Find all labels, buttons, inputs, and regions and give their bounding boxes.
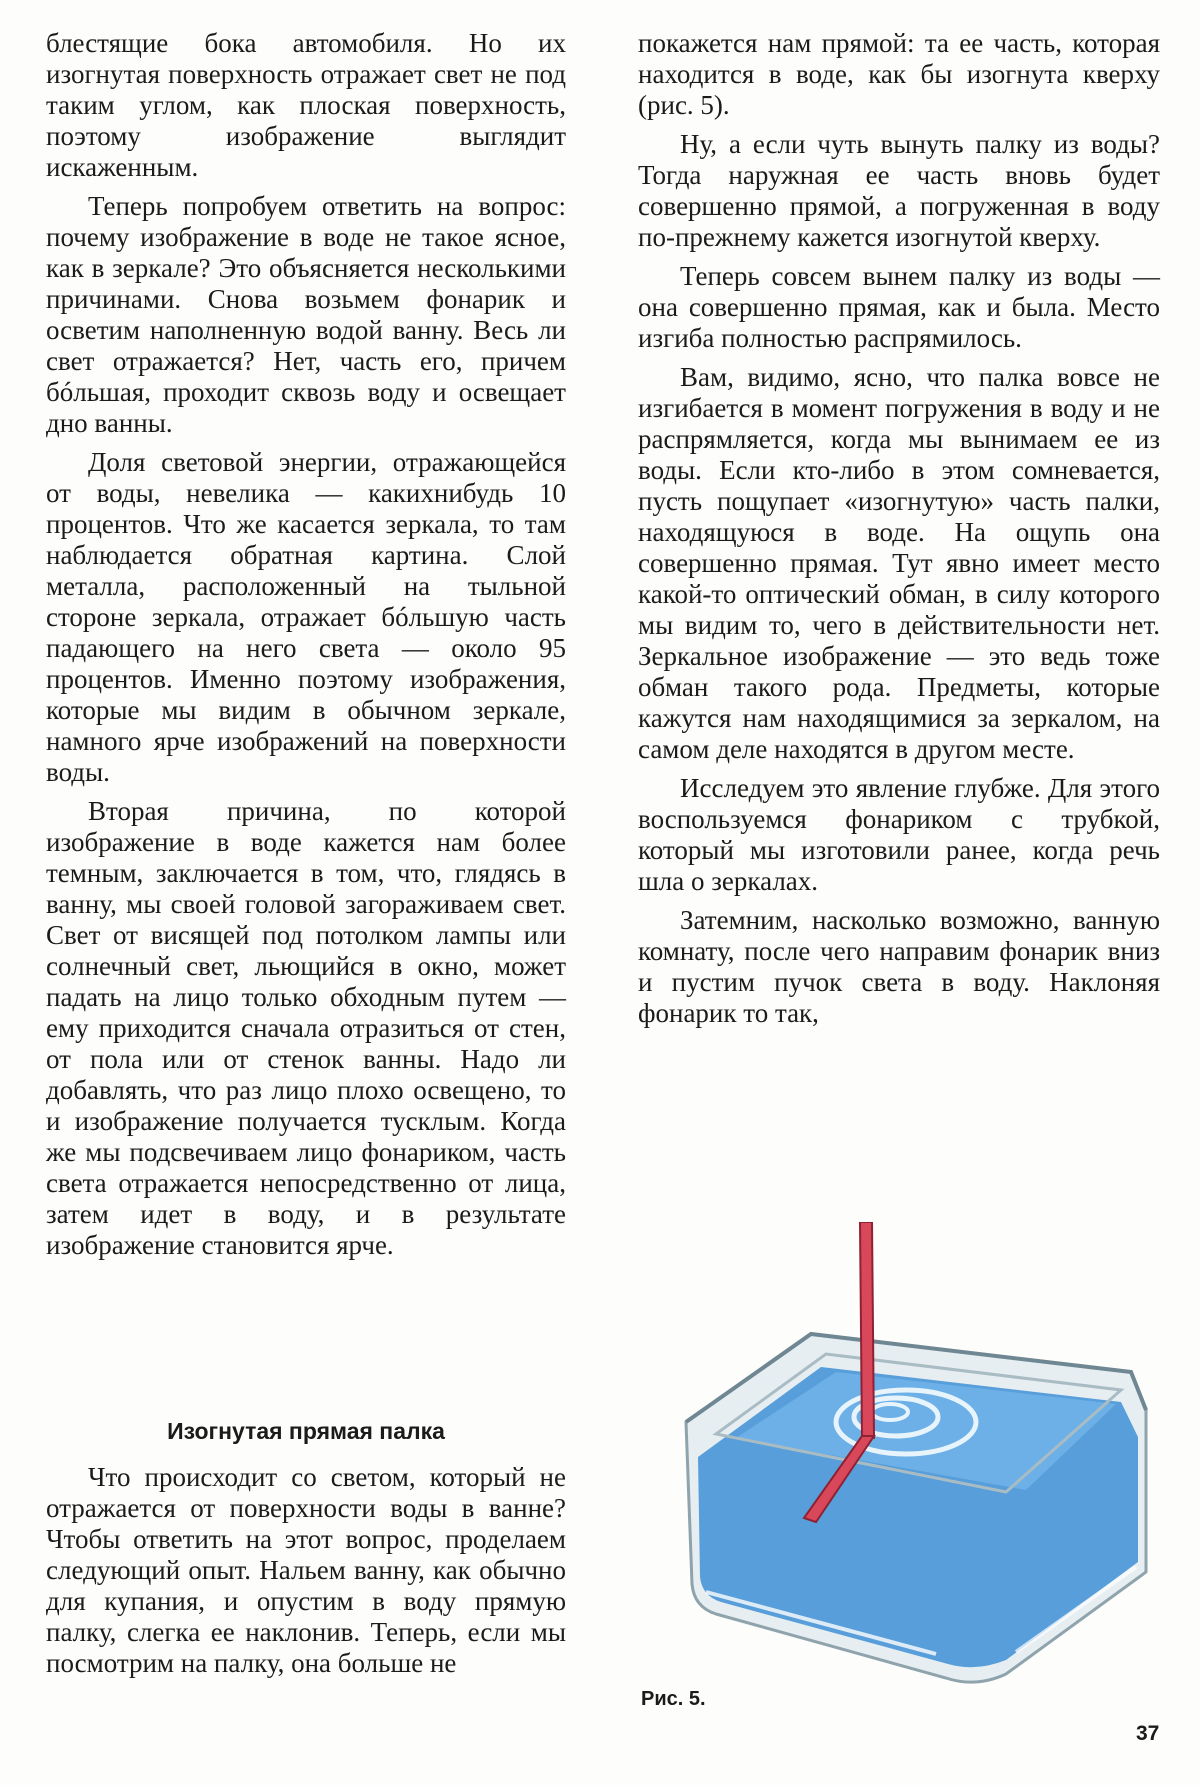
paragraph: Исследуем это явление глубже. Для этого воспользуемся фонариком с трубкой, который мы изготовили ранее, когда речь шла о зеркалах. [638, 773, 1160, 896]
paragraph: Ну, а если чуть вынуть палку из воды? Тогда наружная ее часть вновь будет совершенно прямой, а погруженная в воду по-прежнему кажется изогнутой кверху. [638, 129, 1160, 252]
paragraph: Затемним, насколько возможно, ванную комнату, после чего направим фонарик вниз и пустим пучок света в воду. Наклоняя фонарик то так, [638, 905, 1160, 1028]
paragraph: покажется нам прямой: та ее часть, которая находится в воде, как бы изогнута кверху (рис. 5). [638, 28, 1160, 120]
page-number: 37 [1136, 1722, 1160, 1745]
paragraph: Доля световой энергии, отражающейся от воды, невелика — какихнибудь 10 процентов. Что же касается зеркала, то там наблюдается обратная картина. Слой металла, расположенный на тыльной стороне зеркала, отражает бóльшую часть падающего на него света — около 95 процентов. Именно поэтому изображения, которые мы видим в обычном зеркале, намного ярче изображений на поверхности воды. [46, 447, 566, 787]
left-column [46, 28, 566, 1269]
section-heading: Изогнутая прямая палка [167, 1418, 445, 1444]
paragraph: Вам, видимо, ясно, что палка вовсе не изгибается в момент погружения в воду и не распрямляется, когда мы вынимаем ее из воды. Если кто-либо в этом сомневается, пусть пощупает «изогнутую» часть палки, находящуюся в воде. На ощупь она совершенно прямая. Тут явно имеет место какой-то оптический обман, в силу которого мы видим то, чего в действительности нет. Зеркальное изображение — это ведь тоже обман такого рода. Предметы, которые кажутся нам находящимися за зеркалом, на самом деле находятся в другом месте. [638, 362, 1160, 764]
right-column [638, 28, 1160, 1037]
paragraph: Что происходит со светом, который не отражается от поверхности воды в ванне? Чтобы ответить на этот вопрос, проделаем следующий опыт. Нальем ванну, как обычно для купания, и опустим в воду прямую палку, слегка ее наклонив. Теперь, если мы посмотрим на палку, она больше не [46, 1462, 566, 1678]
bath-with-stick-illustration [676, 1222, 1156, 1692]
figure-caption: Рис. 5. [641, 1688, 706, 1710]
paragraph: блестящие бока автомобиля. Но их изогнутая поверхность отражает свет не под таким углом, как плоская поверхность, поэтому изображение выглядит искаженным. [46, 28, 566, 182]
stick-above [860, 1222, 874, 1438]
paragraph: Теперь совсем вынем палку из воды — она совершенно прямая, как и была. Место изгиба полностью распрямилось. [638, 261, 1160, 353]
paragraph: Вторая причина, по которой изображение в воде кажется нам более темным, заключается в том, что, глядясь в ванну, мы своей головой загораживаем свет. Свет от висящей под потолком лампы или солнечный свет, льющийся в окно, может падать на лицо только обходным путем — ему приходится сначала отразиться от стен, от пола или от стенок ванны. Надо ли добавлять, что раз лицо плохо освещено, то и изображение получается тусклым. Когда же мы подсвечиваем лицо фонариком, часть света отражается непосредственно от лица, затем идет в воду, и в результате изображение становится ярче. [46, 796, 566, 1260]
left-column-section [46, 1462, 566, 1687]
paragraph: Теперь попробуем ответить на вопрос: почему изображение в воде не такое ясное, как в зеркале? Это объясняется несколькими причинами. Снова возьмем фонарик и осветим наполненную водой ванну. Весь ли свет отражается? Нет, часть его, причем бóльшая, проходит сквозь воду и освещает дно ванны. [46, 191, 566, 438]
